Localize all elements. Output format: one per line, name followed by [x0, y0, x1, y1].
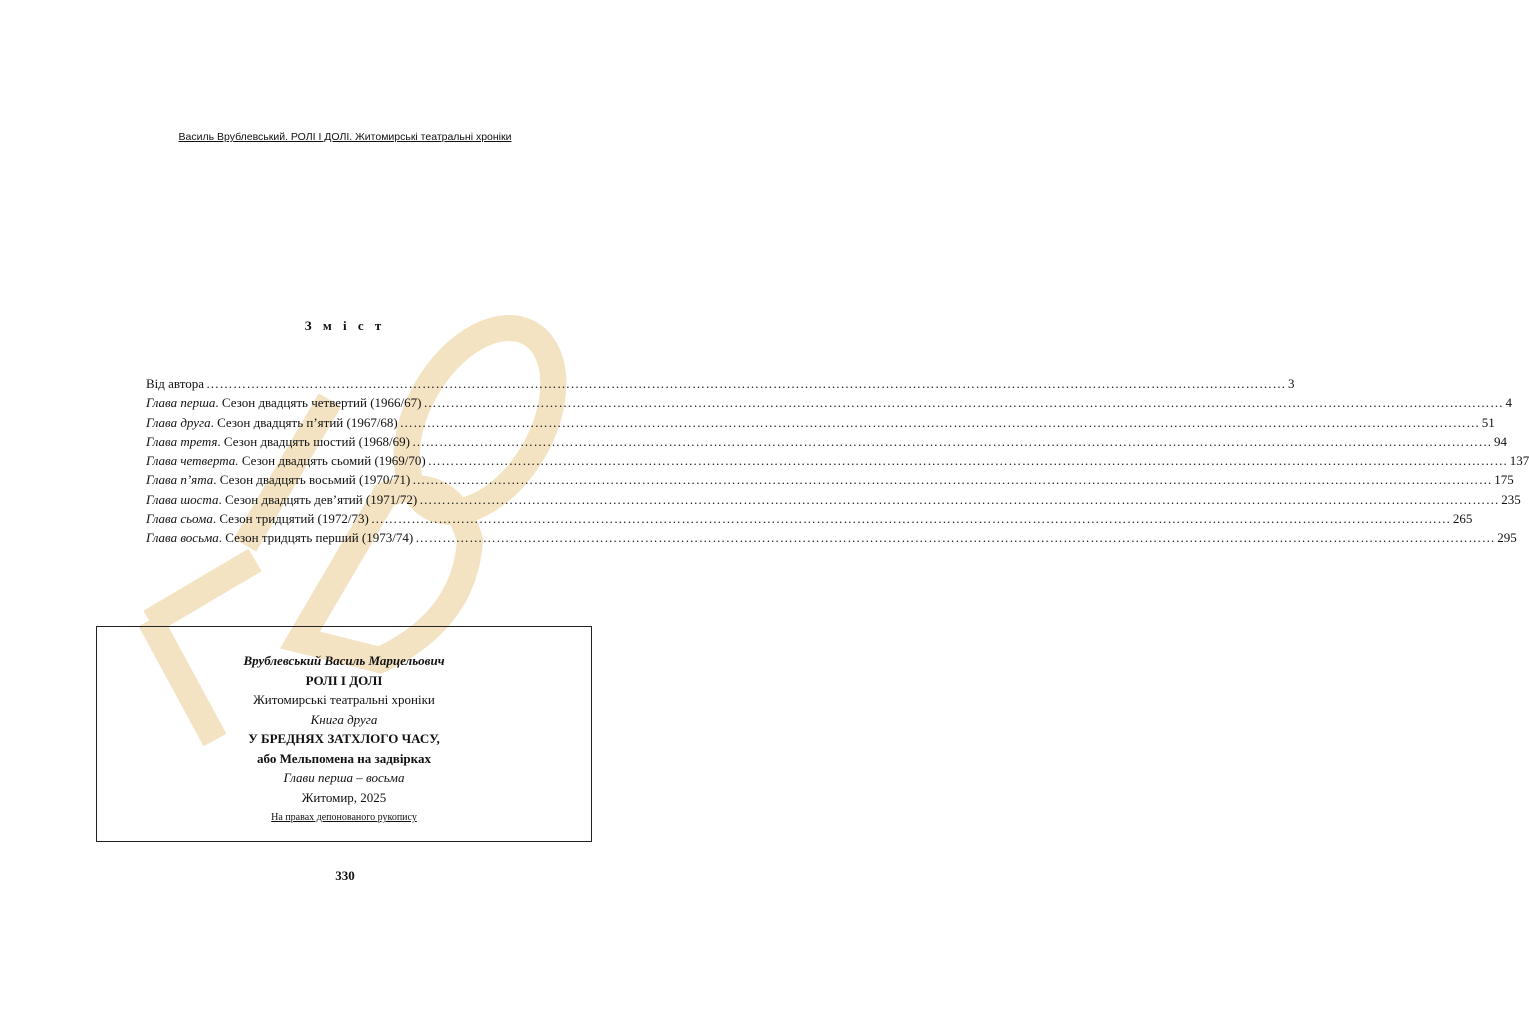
toc-entry-page: 4: [1505, 395, 1512, 411]
imprint-place-year: Житомир, 2025: [301, 789, 387, 805]
toc-title: З м і с т: [304, 318, 386, 333]
toc-entry-page: 235: [1501, 491, 1521, 507]
toc-entry-chapter: Глава друга: [146, 414, 211, 430]
watermark-letter-l-foot: [150, 560, 255, 622]
running-header: Василь Врублевський. РОЛІ І ДОЛІ. Житомирські театральні хроніки: [178, 131, 512, 143]
toc-entry-label: [146, 434, 410, 450]
toc-entry: [146, 453, 1529, 472]
toc-entry: [146, 530, 1517, 549]
imprint-book: Книга друга: [310, 711, 378, 727]
imprint-box: [96, 626, 592, 842]
toc-entry-page: 265: [1452, 511, 1473, 527]
toc-entry-title: . Сезон двадцять четвертий (1966/67): [215, 395, 422, 411]
imprint-subtitle: Житомирські театральні хроніки: [253, 692, 435, 707]
toc-entry: [146, 395, 1512, 414]
toc-entry-leader: ……………………………………………………………………………………………………………………………………………………………………………………………………………………: [423, 395, 1504, 411]
toc-entry-leader: ……………………………………………………………………………………………………………………………………………………………………………………………………………………: [419, 491, 1500, 507]
imprint-title: РОЛІ І ДОЛІ: [305, 672, 383, 688]
toc-entry-chapter: Глава восьма: [146, 530, 219, 546]
imprint-book-title: У БРЕДНЯХ ЗАТХЛОГО ЧАСУ,: [248, 731, 440, 746]
toc-entry-title: . Сезон двадцять восьмий (1970/71): [213, 472, 411, 488]
toc-entry-leader: ……………………………………………………………………………………………………………………………………………………………………………………………………………………: [370, 511, 1451, 527]
toc-entry-title: . Сезон тридцятий (1972/73): [212, 511, 369, 527]
toc-entry-label: [146, 472, 410, 488]
toc-entry-leader: ……………………………………………………………………………………………………………………………………………………………………………………………………………………: [412, 472, 1493, 488]
toc-entry-title: . Сезон двадцять п’ятий (1967/68): [210, 414, 398, 430]
toc-entry-label: [146, 453, 426, 469]
toc-entry-label: [146, 511, 369, 527]
toc-entry-title: . Сезон тридцять перший (1973/74): [218, 530, 414, 546]
imprint-chapters: Глави перша – восьма: [283, 770, 405, 785]
toc-entry-title: Сезон двадцять сьомий (1969/70): [238, 453, 426, 469]
toc-entry-title: . Сезон двадцять шостий (1968/69): [217, 433, 410, 449]
toc-entry-title: . Сезон двадцять дев’ятий (1971/72): [218, 491, 418, 507]
toc-entry-label: [146, 415, 398, 431]
toc-entry-chapter: Глава сьома: [146, 511, 213, 527]
toc-entry: [146, 376, 1295, 395]
toc-entry-chapter: Глава четверта.: [146, 453, 239, 469]
toc-entry-chapter: Глава п’ята: [146, 472, 214, 488]
toc-entry: [146, 491, 1521, 511]
toc-entry-leader: ……………………………………………………………………………………………………………………………………………………………………………………………………………………: [399, 414, 1480, 430]
toc-entry-chapter: Глава шоста: [146, 491, 219, 507]
toc-entry-leader: ……………………………………………………………………………………………………………………………………………………………………………………………………………………: [411, 433, 1492, 449]
toc-entry: [146, 472, 1514, 491]
toc-entry-label: [146, 530, 413, 546]
toc-entry-label: [146, 376, 204, 392]
toc-entry-page: 137: [1509, 453, 1529, 469]
toc-entry-title: Від автора: [146, 376, 205, 391]
toc-entry-page: 175: [1494, 472, 1514, 488]
table-of-contents: [146, 376, 1529, 550]
toc-entry-page: 51: [1481, 414, 1495, 430]
toc-entry-chapter: Глава перша: [146, 395, 216, 411]
toc-entry: [146, 414, 1495, 434]
toc-entry-chapter: Глава третя: [146, 433, 218, 449]
toc-entry-page: 3: [1288, 376, 1295, 391]
imprint-book-subtitle: або Мельпомена на задвірках: [257, 750, 431, 766]
toc-entry-label: [146, 492, 417, 508]
imprint-note: На правах депонованого рукопису: [271, 812, 417, 823]
toc-entry: [146, 433, 1507, 453]
imprint-author: Врублевський Василь Марцельович: [243, 653, 445, 668]
toc-entry: [146, 511, 1473, 530]
toc-entry-page: 94: [1493, 433, 1507, 449]
toc-entry-label: [146, 395, 421, 411]
toc-entry-leader: ……………………………………………………………………………………………………………………………………………………………………………………………………………………: [415, 530, 1496, 546]
toc-entry-leader: ……………………………………………………………………………………………………………………………………………………………………………………………………………………: [427, 453, 1508, 469]
toc-entry-page: 295: [1497, 530, 1517, 546]
page-number: 330: [335, 868, 355, 883]
toc-entry-leader: ……………………………………………………………………………………………………………………………………………………………………………………………………………………: [206, 376, 1287, 391]
